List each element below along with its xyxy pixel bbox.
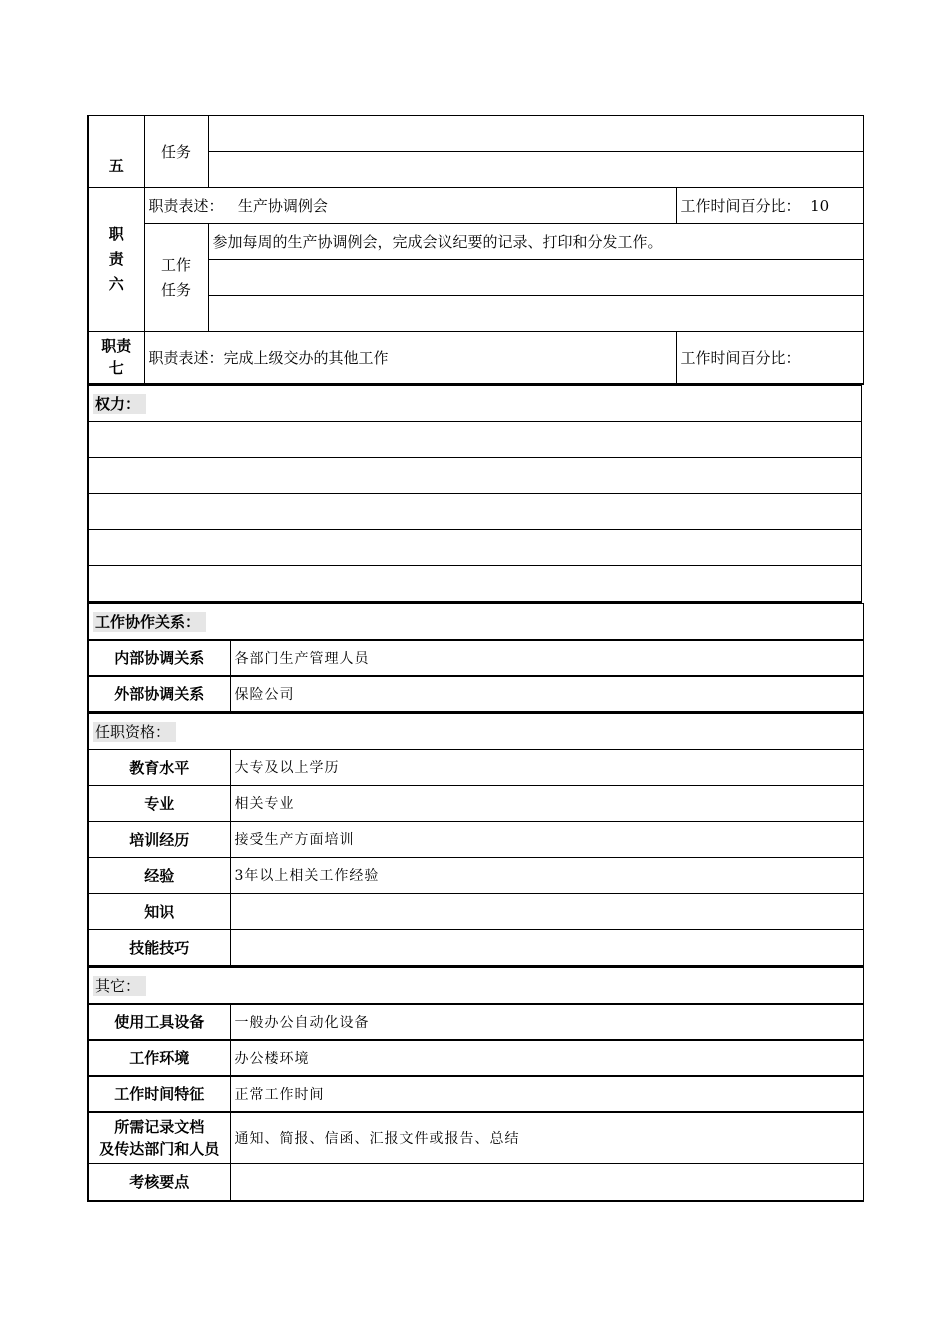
cooperation-table	[87, 603, 864, 713]
power-line-2	[88, 457, 862, 493]
qualification-table	[87, 713, 864, 968]
assessment-value	[230, 1164, 863, 1201]
duty7-label: 职责 七	[88, 332, 144, 384]
duties-table	[87, 115, 864, 385]
power-line-3	[88, 493, 862, 529]
power-line-4	[88, 529, 862, 565]
other-table	[87, 967, 864, 1202]
duty6-task-line-1: 参加每周的生产协调例会，完成会议纪要的记录、打印和分发工作。	[208, 224, 863, 260]
knowledge-label: 知识	[88, 893, 230, 929]
external-coordination-value: 保险公司	[230, 676, 863, 712]
skills-value	[230, 929, 863, 966]
environment-value: 办公楼环境	[230, 1040, 863, 1076]
duty6-task-line-3	[208, 296, 863, 332]
education-value: 大专及以上学历	[230, 749, 863, 785]
training-label: 培训经历	[88, 821, 230, 857]
duty6-percent-value: 10	[810, 197, 830, 215]
cooperation-title: 工作协作关系：	[88, 604, 863, 640]
external-coordination-label: 外部协调关系	[88, 676, 230, 712]
duty7-percent: 工作时间百分比：	[676, 332, 863, 384]
duty6-task-label: 工作 任务	[144, 224, 208, 332]
duty7-description: 职责表述：完成上级交办的其他工作	[144, 332, 676, 384]
experience-value: 3年以上相关工作经验	[230, 857, 863, 893]
major-value: 相关专业	[230, 785, 863, 821]
environment-label: 工作环境	[88, 1040, 230, 1076]
internal-coordination-value: 各部门生产管理人员	[230, 640, 863, 676]
knowledge-value	[230, 893, 863, 929]
tools-value: 一般办公自动化设备	[230, 1004, 863, 1040]
power-line-5	[88, 565, 862, 602]
duty5-label: 五	[88, 116, 144, 188]
documents-value: 通知、简报、信函、汇报文件或报告、总结	[230, 1112, 863, 1164]
work-time-value: 正常工作时间	[230, 1076, 863, 1112]
duty6-task-line-2	[208, 260, 863, 296]
duty6-percent	[676, 188, 863, 224]
duty6-desc-label: 职责表述：	[148, 197, 224, 215]
documents-label: 所需记录文档 及传达部门和人员	[88, 1112, 230, 1164]
duty6-percent-label: 工作时间百分比：	[680, 197, 801, 215]
assessment-label: 考核要点	[88, 1164, 230, 1201]
qualification-title: 任职资格：	[88, 713, 863, 749]
duty5-task-line-2	[208, 152, 863, 188]
training-value: 接受生产方面培训	[230, 821, 863, 857]
other-title: 其它：	[88, 968, 863, 1004]
skills-label: 技能技巧	[88, 929, 230, 966]
education-label: 教育水平	[88, 749, 230, 785]
duty6-desc-value: 生产协调例会	[237, 197, 328, 215]
work-time-label: 工作时间特征	[88, 1076, 230, 1112]
major-label: 专业	[88, 785, 230, 821]
job-description-sheet	[87, 115, 862, 1202]
power-title: 权力：	[88, 385, 862, 421]
tools-label: 使用工具设备	[88, 1004, 230, 1040]
duty6-label: 职 责 六	[88, 188, 144, 332]
duty6-description	[144, 188, 676, 224]
experience-label: 经验	[88, 857, 230, 893]
duty5-task-label: 任务	[144, 116, 208, 188]
power-table	[87, 385, 862, 604]
power-line-1	[88, 421, 862, 457]
internal-coordination-label: 内部协调关系	[88, 640, 230, 676]
duty5-task-line-1	[208, 116, 863, 152]
